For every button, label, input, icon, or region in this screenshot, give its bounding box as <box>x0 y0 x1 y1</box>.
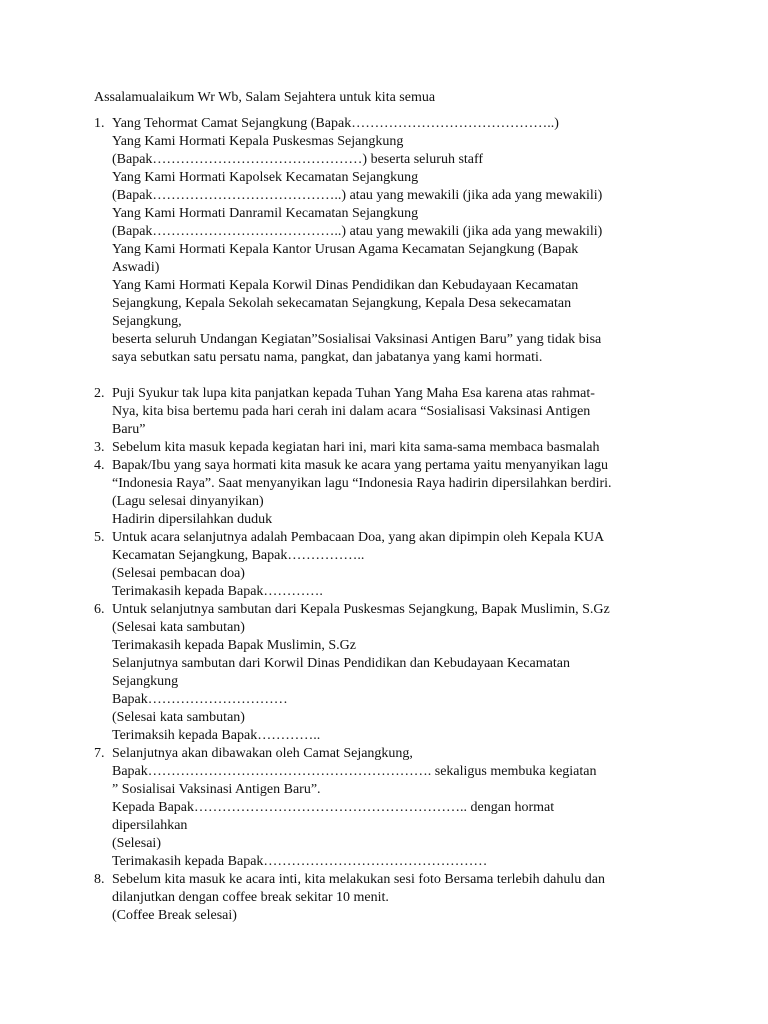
agenda-item-line: Sebelum kita masuk ke acara inti, kita melakukan sesi foto Bersama terlebih dahulu dan <box>112 872 605 887</box>
agenda-item-number: 3. <box>94 440 105 455</box>
agenda-item-line: Aswadi) <box>112 260 160 275</box>
agenda-item-line: (Selesai pembacan doa) <box>112 566 245 581</box>
agenda-item <box>94 439 674 457</box>
agenda-item-line: Sejangkung <box>112 674 179 689</box>
agenda-item-line: Untuk acara selanjutnya adalah Pembacaan Doa, yang akan dipimpin oleh Kepala KUA <box>112 530 605 545</box>
agenda-item-line: Sejangkung, <box>112 314 182 329</box>
agenda-item-line: ” Sosialisai Vaksinasi Antigen Baru”. <box>112 782 321 797</box>
agenda-item-line: Yang Tehormat Camat Sejangkung (Bapak……………………………………..) <box>112 116 559 131</box>
agenda-item-line: Terimakasih kepada Bapak…………. <box>112 584 323 599</box>
agenda-item-line: saya sebutkan satu persatu nama, pangkat, dan jabatanya yang kami hormati. <box>112 350 543 365</box>
agenda-item-number: 2. <box>94 386 105 401</box>
agenda-item-number: 7. <box>94 746 105 761</box>
agenda-item-line: Bapak……………………………………………………. sekaligus membuka kegiatan <box>112 764 597 779</box>
agenda-item <box>94 385 674 439</box>
agenda-item-line: Terimakasih kepada Bapak Muslimin, S.Gz <box>112 638 356 653</box>
agenda-item-line: dilanjutkan dengan coffee break sekitar 10 menit. <box>112 890 389 905</box>
agenda-item-line: Hadirin dipersilahkan duduk <box>112 512 273 527</box>
agenda-item <box>94 457 674 529</box>
agenda-item <box>94 871 674 925</box>
agenda-item-line: Kepada Bapak………………………………………………….. dengan hormat <box>112 800 555 815</box>
agenda-item-line: Selanjutnya akan dibawakan oleh Camat Sejangkung, <box>112 746 413 761</box>
agenda-item-line: Puji Syukur tak lupa kita panjatkan kepada Tuhan Yang Maha Esa karena atas rahmat- <box>112 386 595 401</box>
agenda-item-line: Terimakasih kepada Bapak………………………………………… <box>112 854 488 869</box>
agenda-item-line: Yang Kami Hormati Kepala Korwil Dinas Pendidikan dan Kebudayaan Kecamatan <box>112 278 579 293</box>
agenda-item-line: Selanjutnya sambutan dari Korwil Dinas Pendidikan dan Kebudayaan Kecamatan <box>112 656 570 671</box>
agenda-item-line: (Bapak…………………………………..) atau yang mewakili (jika ada yang mewakili) <box>112 224 603 239</box>
agenda-item-line: Sejangkung, Kepala Sekolah sekecamatan Sejangkung, Kepala Desa sekecamatan <box>112 296 572 311</box>
agenda-item-line: Yang Kami Hormati Danramil Kecamatan Sejangkung <box>112 206 419 221</box>
agenda-item-line: Untuk selanjutnya sambutan dari Kepala Puskesmas Sejangkung, Bapak Muslimin, S.Gz <box>112 602 610 617</box>
agenda-item-line: (Selesai kata sambutan) <box>112 620 245 635</box>
agenda-item-line: Bapak………………………… <box>112 692 288 707</box>
agenda-item-line: (Bapak…………………………………..) atau yang mewakili (jika ada yang mewakili) <box>112 188 603 203</box>
agenda-item-number: 1. <box>94 116 105 131</box>
greeting-text: Assalamualaikum Wr Wb, Salam Sejahtera untuk kita semua <box>94 90 436 105</box>
agenda-item-number: 8. <box>94 872 105 887</box>
agenda-item-number: 6. <box>94 602 105 617</box>
agenda-item <box>94 115 674 367</box>
agenda-item-line: Sebelum kita masuk kepada kegiatan hari ini, mari kita sama-sama membaca basmalah <box>112 440 600 455</box>
agenda-item-line: Kecamatan Sejangkung, Bapak…………….. <box>112 548 365 563</box>
agenda-item <box>94 601 674 745</box>
agenda-item <box>94 529 674 601</box>
agenda-item-line: Nya, kita bisa bertemu pada hari cerah ini dalam acara “Sosialisasi Vaksinasi Antigen <box>112 404 591 419</box>
agenda-item-line: Yang Kami Hormati Kapolsek Kecamatan Sejangkung <box>112 170 419 185</box>
agenda-item-line: (Coffee Break selesai) <box>112 908 237 923</box>
agenda-item-line: (Selesai kata sambutan) <box>112 710 245 725</box>
agenda-item <box>94 745 674 871</box>
agenda-item-line: Baru” <box>112 422 146 437</box>
agenda-list <box>94 115 674 925</box>
agenda-item-number: 5. <box>94 530 105 545</box>
agenda-item-line: dipersilahkan <box>112 818 188 833</box>
agenda-item-line: (Lagu selesai dinyanyikan) <box>112 494 264 509</box>
agenda-item-line: Yang Kami Hormati Kepala Kantor Urusan Agama Kecamatan Sejangkung (Bapak <box>112 242 579 257</box>
agenda-item-line: beserta seluruh Undangan Kegiatan”Sosialisai Vaksinasi Antigen Baru” yang tidak bisa <box>112 332 602 347</box>
agenda-item-line: Terimaksih kepada Bapak………….. <box>112 728 321 743</box>
agenda-item-line: (Bapak………………………………………) beserta seluruh staff <box>112 152 484 167</box>
agenda-item-line: Yang Kami Hormati Kepala Puskesmas Sejangkung <box>112 134 404 149</box>
agenda-item-line: “Indonesia Raya”. Saat menyanyikan lagu “Indonesia Raya hadirin dipersilahkan berdiri. <box>112 476 612 491</box>
agenda-item-number: 4. <box>94 458 105 473</box>
agenda-item-line: Bapak/Ibu yang saya hormati kita masuk ke acara yang pertama yaitu menyanyikan lagu <box>112 458 609 473</box>
agenda-item-line: (Selesai) <box>112 836 161 851</box>
